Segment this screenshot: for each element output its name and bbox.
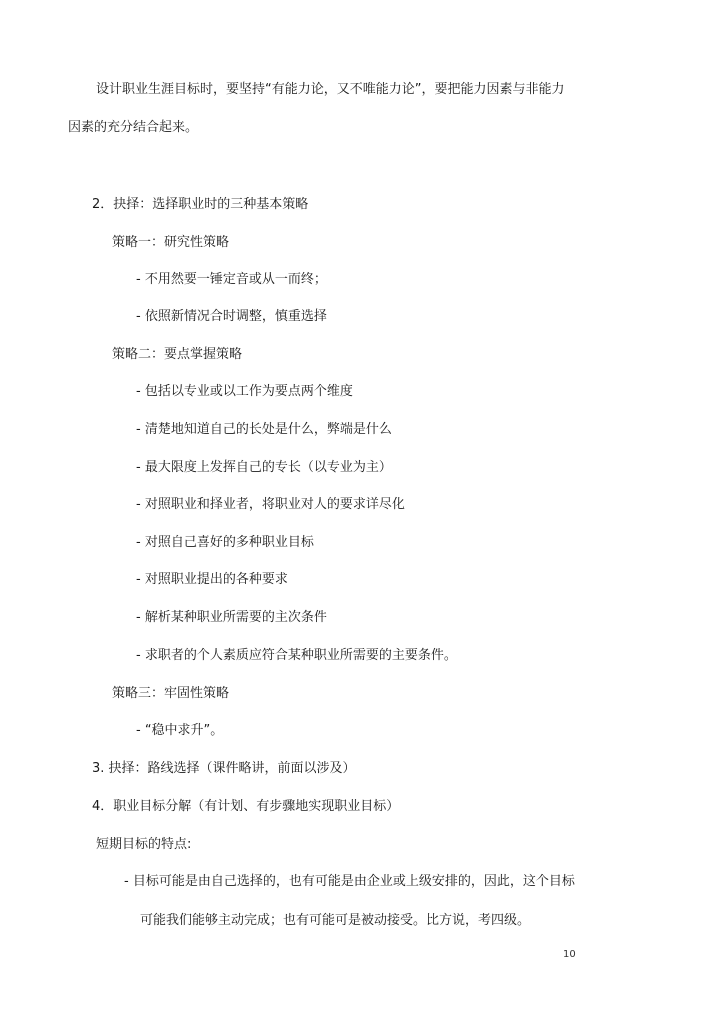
list-item: - 对照自己喜好的多种职业目标 (136, 535, 314, 550)
list-item: - “稳中求升”。 (136, 723, 224, 738)
strategy-title: 策略三：牢固性策略 (112, 686, 230, 701)
list-item: - 目标可能是由自己选择的，也有可能是由企业或上级安排的，因此，这个目标 (124, 874, 575, 889)
subheading: 短期目标的特点: (96, 837, 192, 852)
strategy-title: 策略一：研究性策略 (112, 235, 230, 250)
section-heading: 2．抉择：选择职业时的三种基本策略 (92, 197, 309, 212)
list-item: - 最大限度上发挥自己的专长（以专业为主） (136, 460, 392, 475)
list-item: - 包括以专业或以工作为要点两个维度 (136, 384, 353, 399)
page-number: 10 (563, 949, 576, 960)
list-item: - 依照新情况合时调整，慎重选择 (136, 309, 327, 324)
list-item: - 不用然要一锤定音或从一而终； (136, 272, 327, 287)
list-item: - 解析某种职业所需要的主次条件 (136, 610, 327, 625)
list-item: - 对照职业提出的各种要求 (136, 572, 288, 587)
list-item: - 求职者的个人素质应符合某种职业所需要的主要条件。 (136, 648, 457, 663)
list-item: - 清楚地知道自己的长处是什么，弊端是什么 (136, 422, 392, 437)
strategy-title: 策略二：要点掌握策略 (112, 347, 243, 362)
list-item-continuation: 可能我们能够主动完成；也有可能可是被动接受。比方说，考四级。 (140, 913, 531, 928)
section-heading: 3. 抉择：路线选择（课件略讲，前面以涉及） (92, 761, 356, 776)
list-item: - 对照职业和择业者，将职业对人的要求详尽化 (136, 497, 405, 512)
paragraph-line: 因素的充分结合起来。 (68, 120, 199, 135)
section-heading: 4．职业目标分解（有计划、有步骤地实现职业目标） (92, 799, 400, 814)
paragraph-line: 设计职业生涯目标时，要坚持“有能力论，又不唯能力论”，要把能力因素与非能力 (96, 82, 565, 97)
